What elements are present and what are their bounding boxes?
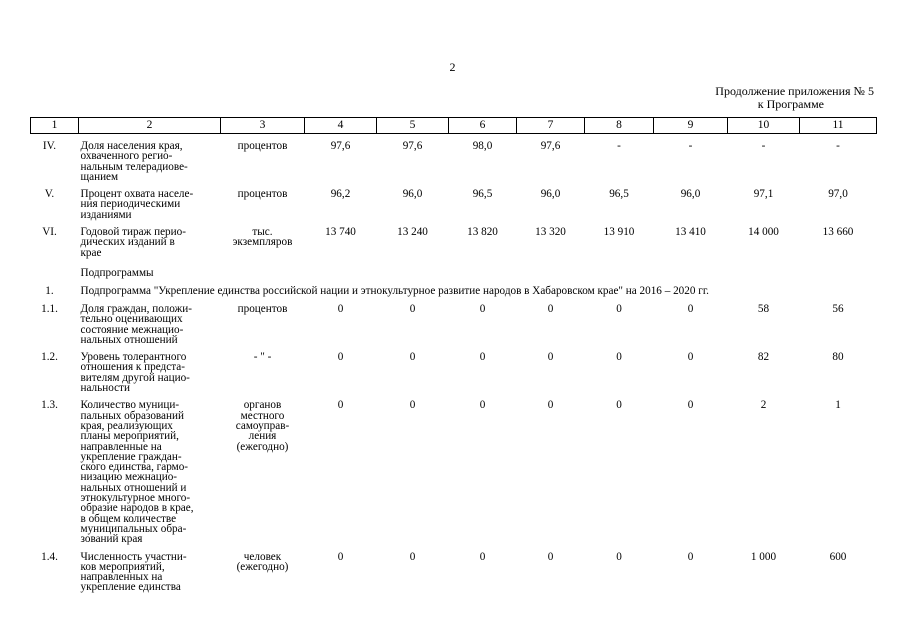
value-cell: - (617, 140, 621, 152)
table-row (31, 134, 877, 183)
value-cell: 13 240 (397, 226, 428, 239)
value-cell: 80 (832, 351, 844, 364)
value-cell: 0 (337, 351, 344, 364)
header-cell: 2 (79, 118, 221, 134)
indicator-name: Годовой тираж перио- дических изданий в крае (80, 226, 186, 259)
value-cell: 13 820 (467, 226, 498, 239)
value-cell: 0 (409, 399, 416, 412)
value-cell: 0 (337, 399, 344, 412)
value-cell: 13 740 (325, 226, 356, 239)
value-cell: 96,0 (402, 188, 423, 201)
value-cell: 0 (479, 351, 486, 364)
table-header (31, 118, 877, 134)
value-cell: 0 (409, 351, 416, 364)
section-title: Подпрограммы (80, 266, 154, 279)
unit-cell (221, 182, 305, 220)
section-row (31, 258, 877, 279)
value-cell: 0 (687, 399, 694, 412)
value-cell: 0 (547, 550, 554, 563)
indicator-name: Количество муници- пальных образований края, реализующих планы мероприятий, направленные на укрепление граждан- ского единства, гармо- низацию межнацио- нальных отношений и этнокультурное много- образие народов в крае, в общем количестве муниципальных обра- зований края (80, 399, 194, 546)
value-cell: 0 (479, 399, 486, 412)
indicator-cell (79, 220, 221, 258)
value-cell: 0 (616, 302, 622, 315)
value-cell: 0 (616, 351, 622, 364)
unit-cell (221, 345, 305, 393)
value-cell: 96,5 (472, 188, 493, 201)
value-cell: 82 (757, 351, 770, 364)
value-cell: 97,1 (753, 188, 774, 201)
value-cell: - (761, 140, 766, 152)
unit-cell (221, 297, 305, 345)
value-cell: 0 (479, 302, 486, 315)
indicator-name: Доля граждан, положи- тельно оценивающих состояние межнацио- нальных отношений (80, 302, 192, 346)
row-number: 1.2. (41, 351, 58, 364)
indicator-name: Процент охвата населе- ния периодическими изданиями (80, 188, 194, 221)
row-number: 1.3. (41, 399, 58, 412)
indicator-name: Уровень толерантного отношения к предста- вителям другой нацио- нальности (80, 351, 190, 395)
row-number: IV. (42, 140, 57, 152)
value-cell: 96,0 (680, 188, 701, 201)
header-cell: 8 (585, 118, 654, 134)
unit-cell (221, 393, 305, 544)
value-cell: - (836, 140, 840, 152)
value-cell: - (688, 140, 693, 152)
indicator-name: Доля населения края, охваченного регио- нальным телерадиове- щанием (80, 140, 188, 183)
header-cell: 4 (305, 118, 377, 134)
row-number: 1.1. (41, 302, 58, 315)
unit-cell (221, 220, 305, 258)
header-cell: 9 (654, 118, 728, 134)
continuation-note (715, 85, 874, 111)
value-cell: 56 (832, 302, 844, 315)
header-cell: 6 (449, 118, 517, 134)
row-number: V. (44, 188, 55, 201)
page-number: 2 (449, 60, 456, 74)
value-cell: 0 (547, 302, 554, 315)
indicator-cell (79, 345, 221, 393)
program-number: 1. (45, 284, 54, 297)
table-row (31, 345, 877, 393)
unit-label: человек (ежегодно) (236, 550, 289, 573)
value-cell: 97,0 (828, 188, 848, 201)
table-row (31, 182, 877, 220)
value-cell: 13 910 (603, 226, 635, 239)
value-cell: 97,6 (540, 140, 561, 152)
value-cell: 0 (337, 550, 344, 563)
unit-label: органов местного самоуправ- ления (ежегодно) (235, 399, 290, 453)
value-cell: 98,0 (472, 140, 493, 152)
indicators-table (30, 117, 877, 593)
value-cell: 0 (687, 302, 694, 315)
value-cell: 1 (835, 399, 841, 412)
indicator-cell (79, 297, 221, 345)
value-cell: 0 (337, 302, 344, 315)
value-cell: 0 (409, 302, 416, 315)
table-row (31, 297, 877, 345)
value-cell: 96,2 (330, 188, 351, 201)
header-cell: 3 (221, 118, 305, 134)
program-row (31, 279, 877, 297)
indicator-cell (79, 182, 221, 220)
row-number: VI. (42, 226, 57, 239)
header-cell: 7 (517, 118, 585, 134)
header-cell: 10 (728, 118, 800, 134)
indicator-cell (79, 545, 221, 593)
value-cell: 0 (409, 550, 416, 563)
value-cell: 600 (829, 550, 847, 563)
table-row (31, 220, 877, 258)
unit-cell (221, 134, 305, 183)
continuation-line-2: к Программе (757, 97, 824, 111)
continuation-line-1: Продолжение приложения № 5 (715, 84, 874, 98)
value-cell: 13 320 (535, 226, 566, 239)
indicator-cell (79, 134, 221, 183)
header-cell: 11 (800, 118, 877, 134)
value-cell: 96,5 (609, 188, 629, 201)
header-cell: 1 (31, 118, 79, 134)
value-cell: 14 000 (748, 226, 779, 239)
program-title: Подпрограмма "Укрепление единства российской нации и этнокультурное развитие народов в Хабаровском крае" на 2016 – 2020 гг. (80, 284, 709, 297)
header-row (31, 118, 877, 134)
value-cell: 0 (479, 550, 486, 563)
value-cell: 0 (687, 550, 694, 563)
value-cell: 13 410 (675, 226, 706, 239)
table-row (31, 545, 877, 593)
value-cell: 2 (760, 399, 767, 412)
value-cell: 58 (757, 302, 770, 315)
value-cell: 13 660 (822, 226, 854, 239)
table-row (31, 393, 877, 544)
value-cell: 0 (687, 351, 694, 364)
unit-label: - " - (253, 351, 272, 364)
value-cell: 1 000 (750, 550, 777, 563)
value-cell: 97,6 (330, 140, 351, 152)
row-number: 1.4. (41, 550, 58, 563)
section-number-empty (31, 258, 79, 279)
unit-label: тыс. экземпляров (232, 226, 293, 249)
unit-label: процентов (237, 140, 288, 152)
indicator-name: Численность участни- ков мероприятий, направленных на укрепление единства (80, 550, 187, 594)
value-cell: 0 (616, 399, 622, 412)
unit-cell (221, 545, 305, 593)
value-cell: 0 (547, 399, 554, 412)
unit-label: процентов (237, 302, 288, 315)
unit-label: процентов (237, 188, 288, 201)
value-cell: 0 (547, 351, 554, 364)
value-cell: 96,0 (540, 188, 561, 201)
value-cell: 97,6 (402, 140, 423, 152)
value-cell: 0 (616, 550, 622, 563)
indicator-cell (79, 393, 221, 544)
header-cell: 5 (377, 118, 449, 134)
table-body (31, 134, 877, 593)
